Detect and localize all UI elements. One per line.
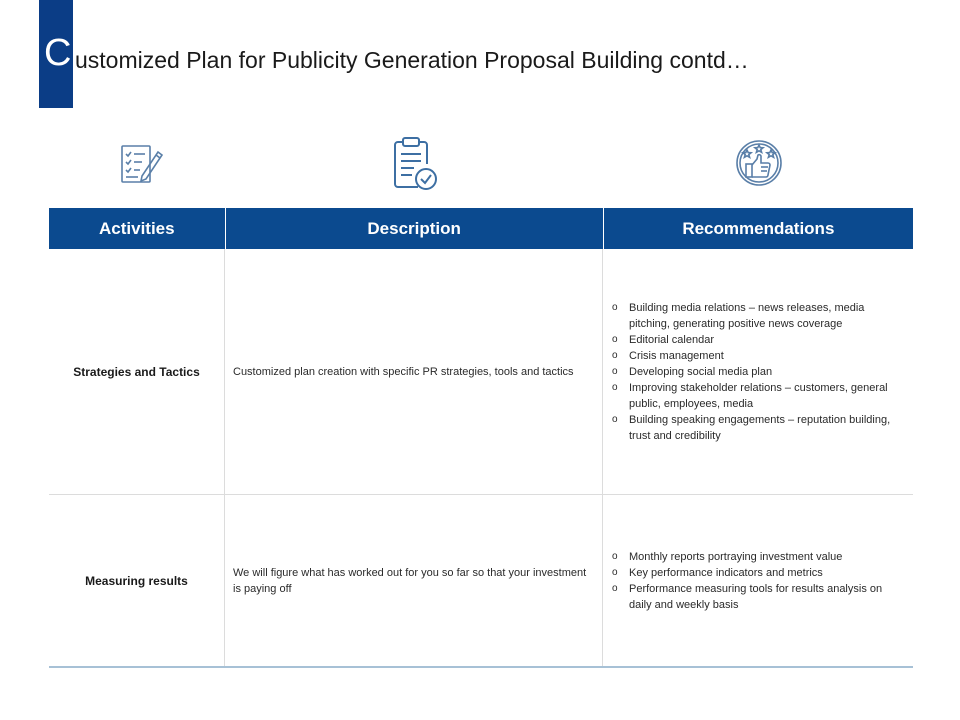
clipboard-check-icon [390,136,440,192]
list-item: o Developing social media plan [611,364,901,380]
header-recommendations: Recommendations [682,218,835,238]
list-item: o Performance measuring tools for results analysis on daily and weekly basis [611,581,901,613]
header-description: Description [226,208,604,249]
checklist-pencil-icon [118,142,164,188]
thumbs-up-stars-icon [734,138,784,188]
list-item: o Key performance indicators and metrics [611,565,901,581]
recommendations-list [611,549,901,613]
list-item: o Editorial calendar [611,332,901,348]
description-cell: We will figure what has worked out for you so far so that your investment is paying off [225,495,603,666]
activity-cell: Strategies and Tactics [49,249,225,494]
recommendations-cell [603,249,913,494]
table-header [49,208,913,249]
recommendations-list [611,300,901,444]
list-item: o Improving stakeholder relations – customers, general public, employees, media [611,380,901,412]
header-activities: Activities [49,208,226,249]
activity-cell: Measuring results [49,495,225,666]
table-row [49,495,913,666]
plan-table [49,208,913,668]
table-row [49,249,913,495]
list-item: o Monthly reports portraying investment value [611,549,901,565]
page-title: ustomized Plan for Publicity Generation Proposal Building contd… [75,47,749,73]
list-item: o Crisis management [611,348,901,364]
description-cell: Customized plan creation with specific PR strategies, tools and tactics [225,249,603,494]
list-item: o Building media relations – news releases, media pitching, generating positive news coverage [611,300,901,332]
recommendations-cell [603,495,913,666]
title-initial-letter: C [44,32,72,74]
list-item: o Building speaking engagements – reputation building, trust and credibility [611,412,901,444]
